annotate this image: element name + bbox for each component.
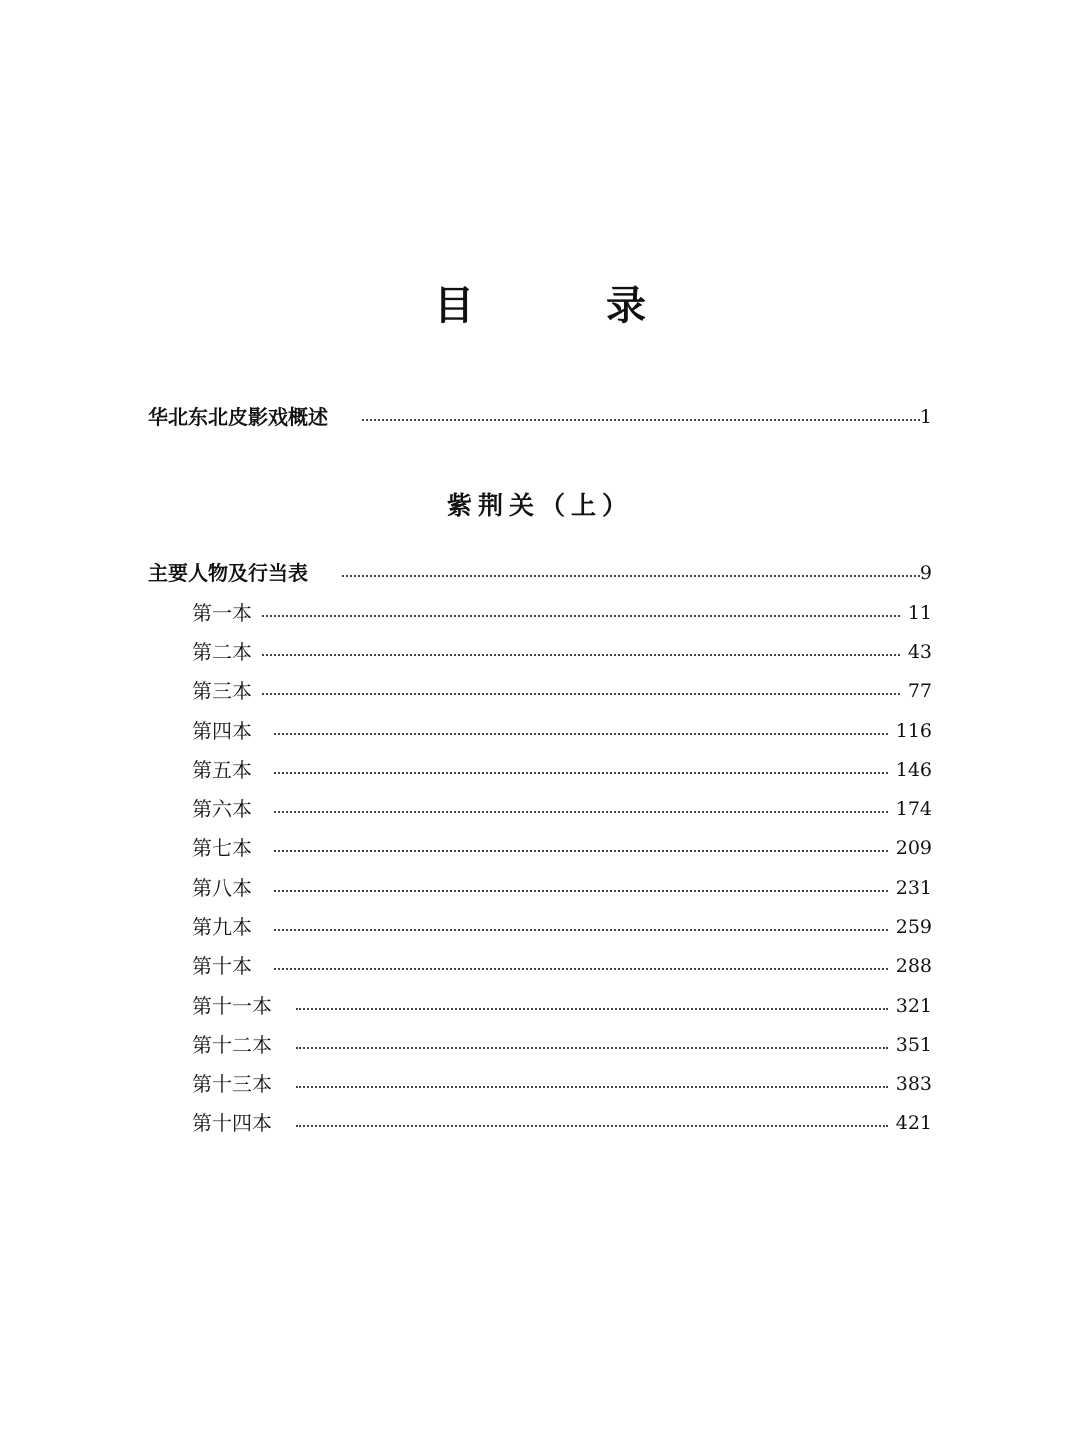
- section-heading: 紫荆关（上）: [446, 491, 633, 520]
- dot-leader: [262, 615, 900, 617]
- toc-entry-page: 9: [919, 562, 932, 584]
- toc-entry-page: 259: [895, 916, 932, 938]
- toc-entry-label: 第三本: [192, 679, 252, 703]
- toc-entry-page: 209: [895, 837, 932, 859]
- toc-entry-label: 主要人物及行当表: [148, 561, 308, 585]
- toc-entry-label: 第十三本: [192, 1072, 272, 1096]
- toc-entry-page: 231: [895, 877, 932, 899]
- dot-leader: [342, 575, 920, 577]
- toc-entry-page: 77: [907, 680, 932, 702]
- toc-entry-chapter[interactable]: [0, 991, 1080, 1021]
- toc-entry-chapter[interactable]: [0, 873, 1080, 903]
- toc-entry-label: 第八本: [192, 876, 252, 900]
- toc-title: 目 录: [434, 282, 692, 329]
- toc-entry-chapter[interactable]: [0, 912, 1080, 942]
- toc-entry-label: 第九本: [192, 915, 252, 939]
- dot-leader: [262, 654, 900, 656]
- toc-entry-chapter[interactable]: [0, 598, 1080, 628]
- toc-entry-chapter[interactable]: [0, 951, 1080, 981]
- toc-entry-label: 第五本: [192, 758, 252, 782]
- toc-entry-chapter[interactable]: [0, 1069, 1080, 1099]
- toc-entry-label: 第十本: [192, 954, 252, 978]
- toc-entry-page: 1: [919, 406, 932, 428]
- toc-entry-label: 第十四本: [192, 1111, 272, 1135]
- toc-entry-chapter[interactable]: [0, 716, 1080, 746]
- dot-leader: [274, 772, 888, 774]
- toc-entry-chapter[interactable]: [0, 794, 1080, 824]
- toc-entry-label: 第一本: [192, 601, 252, 625]
- toc-entry-label: 第四本: [192, 719, 252, 743]
- dot-leader: [296, 1086, 888, 1088]
- dot-leader: [296, 1125, 888, 1127]
- toc-entry-chapter[interactable]: [0, 833, 1080, 863]
- dot-leader: [274, 890, 888, 892]
- toc-entry-chapter[interactable]: [0, 637, 1080, 667]
- toc-entry-label: 第二本: [192, 640, 252, 664]
- toc-entry-page: 146: [895, 759, 932, 781]
- toc-entry-characters[interactable]: [0, 558, 1080, 588]
- dot-leader: [296, 1047, 888, 1049]
- toc-entry-label: 华北东北皮影戏概述: [148, 405, 328, 429]
- toc-entry-label: 第十二本: [192, 1033, 272, 1057]
- dot-leader: [274, 733, 888, 735]
- toc-entry-label: 第六本: [192, 797, 252, 821]
- dot-leader: [274, 929, 888, 931]
- toc-entry-label: 第十一本: [192, 994, 272, 1018]
- toc-entry-chapter[interactable]: [0, 1108, 1080, 1138]
- toc-entry-page: 351: [895, 1034, 932, 1056]
- dot-leader: [362, 419, 920, 421]
- toc-entry-page: 383: [895, 1073, 932, 1095]
- dot-leader: [296, 1008, 888, 1010]
- toc-entry-label: 第七本: [192, 836, 252, 860]
- toc-entry-overview[interactable]: [0, 402, 1080, 432]
- toc-entry-chapter[interactable]: [0, 755, 1080, 785]
- toc-entry-page: 43: [907, 641, 932, 663]
- toc-entry-page: 11: [907, 602, 932, 624]
- toc-entry-page: 116: [895, 720, 932, 742]
- toc-entry-page: 174: [895, 798, 932, 820]
- dot-leader: [274, 968, 888, 970]
- dot-leader: [274, 850, 888, 852]
- toc-entry-page: 288: [895, 955, 932, 977]
- toc-entry-chapter[interactable]: [0, 1030, 1080, 1060]
- toc-entry-page: 421: [895, 1112, 932, 1134]
- dot-leader: [274, 811, 888, 813]
- toc-entry-page: 321: [895, 995, 932, 1017]
- dot-leader: [262, 693, 900, 695]
- toc-entry-chapter[interactable]: [0, 676, 1080, 706]
